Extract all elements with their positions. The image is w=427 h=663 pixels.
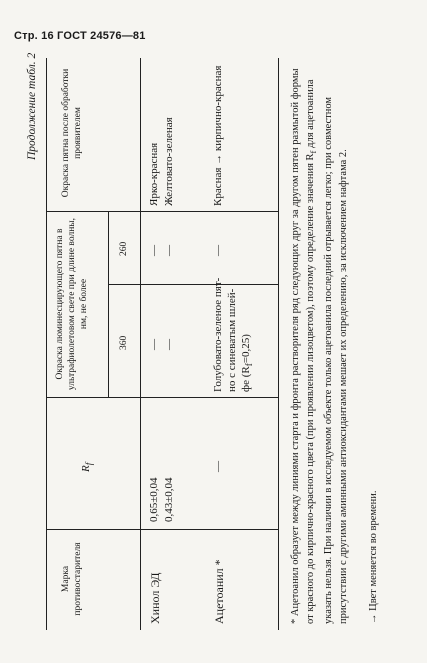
row-acetoanil-360-2: но с синеватым шлей-	[226, 288, 238, 392]
row-hinol-260-1: —	[148, 245, 160, 256]
row-hinol-260-2: —	[163, 245, 175, 256]
table-continuation-label: Продолжение табл. 2	[26, 52, 38, 160]
row-acetoanil-rf: —	[212, 461, 224, 472]
row-hinol-dev-2: Желтовато-зеленая	[163, 117, 175, 206]
row-acetoanil-260: —	[212, 245, 224, 256]
header-uv-color: Окраска люминесцирующего пятна в ультрафиолетовом свете при длине волны, нм, не более	[55, 217, 89, 391]
row-acetoanil-dev: Красная → кирпично-красная	[212, 65, 224, 206]
table-col-divider-2	[46, 397, 278, 398]
row-acetoanil-360-1: Голубовато-зеленое пят-	[212, 277, 224, 392]
footnote-arrow: → Цвет меняется во времени.	[368, 490, 379, 624]
row-hinol-rf-2: 0,43±0,04	[163, 477, 175, 522]
row-hinol-rf-1: 0,65±0,04	[148, 477, 160, 522]
table-col-divider-1	[46, 529, 278, 530]
table-subheader-border	[108, 212, 109, 398]
row-hinol-360-1: —	[148, 339, 160, 350]
row-hinol-dev-1: Ярко-красная	[148, 142, 160, 206]
table-col-divider-4	[46, 211, 278, 212]
table-top-border	[46, 58, 47, 630]
header-uv-260: 260	[119, 241, 129, 256]
header-developer-color: Окраска пятна после обработки проявителем	[61, 68, 83, 198]
row-acetoanil-360-3: фе $(R_f=0,25)$	[240, 334, 255, 392]
page-header: Стр. 16 ГОСТ 24576—81	[14, 30, 146, 42]
header-rf: $R_f$	[80, 462, 95, 472]
footnote-acetoanil: * Ацетоанил образует между линиями старта и фронта растворителя ряд следующих друг за другом пятен размытой формы от красного до кирпично-красного цвета (при проявлении лизоцветом), поэтому определение значения $R_f$ для ацетоанила указать нельзя. При наличии в исследуемом объекте только ацетоанила последний отрывается легко; при совместном присутствии с другими аминными антиоксидантами мешает их определению, за исключением нафтама 2.	[290, 68, 350, 624]
header-brand: Марка противостарителя	[61, 542, 83, 616]
table-col-divider-3	[108, 284, 278, 285]
row-acetoanil-name: Ацетоанил *	[212, 559, 226, 624]
header-uv-360: 360	[119, 335, 129, 350]
rotated-table-page	[20, 50, 400, 630]
row-hinol-name: Хинол ЭД	[148, 572, 162, 624]
table-header-border	[140, 58, 141, 630]
table-bottom-border	[278, 58, 279, 630]
row-hinol-360-2: —	[163, 339, 175, 350]
